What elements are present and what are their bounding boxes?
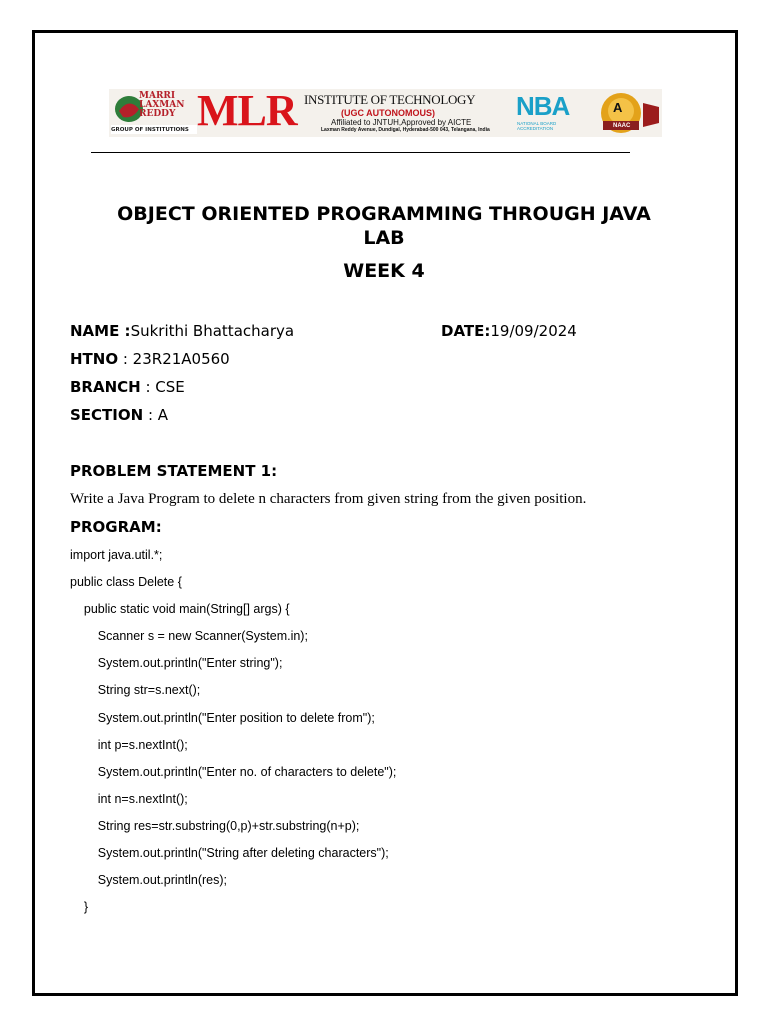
group-name: MARRI LAXMAN REDDY: [139, 91, 185, 119]
lab-title-line1: OBJECT ORIENTED PROGRAMMING THROUGH JAVA: [117, 203, 651, 225]
branch-row: [70, 378, 185, 396]
code-line: Scanner s = new Scanner(System.in);: [70, 629, 308, 644]
date-label: DATE:: [441, 322, 491, 340]
section-label: SECTION: [70, 406, 144, 424]
group-subtitle: GROUP OF INSTITUTIONS: [111, 127, 189, 133]
institute-logo-banner: [109, 89, 662, 137]
htno-label: HTNO: [70, 350, 119, 368]
code-line: int n=s.nextInt();: [70, 791, 188, 806]
code-line: System.out.println("Enter string");: [70, 656, 283, 671]
nba-logo: NBA: [516, 91, 570, 121]
lab-title: [60, 202, 708, 250]
htno-row: [70, 350, 230, 368]
nba-subtitle: NATIONAL BOARD ACCREDITATION: [517, 121, 557, 131]
name-row: [70, 322, 294, 340]
code-line: String res=str.substring(0,p)+str.substring(n+p);: [70, 818, 360, 833]
code-line: System.out.println(res);: [70, 873, 227, 888]
branch-label: BRANCH: [70, 378, 141, 396]
lab-title-line2: LAB: [363, 227, 405, 249]
week-title: WEEK 4: [343, 260, 425, 282]
name-value: Sukrithi Bhattacharya: [130, 322, 295, 340]
name-label: NAME :: [70, 322, 131, 340]
code-line: String str=s.next();: [70, 683, 201, 698]
problem-heading: PROBLEM STATEMENT 1:: [70, 462, 278, 480]
brand-mlr: MLR: [197, 89, 297, 135]
section-row: [70, 406, 168, 424]
code-line: import java.util.*;: [70, 548, 163, 562]
code-line: int p=s.nextInt();: [70, 737, 188, 752]
code-line: System.out.println("Enter position to delete from");: [70, 710, 375, 725]
naac-grade: A: [613, 100, 623, 115]
address: Laxman Reddy Avenue, Dundigal, Hyderabad-500 043, Telangana, India: [321, 127, 490, 133]
code-line: System.out.println("String after deleting characters");: [70, 846, 389, 861]
code-line: System.out.println("Enter no. of characters to delete");: [70, 764, 397, 779]
code-listing: [70, 546, 396, 925]
naac-label: NAAC: [613, 123, 631, 129]
code-line: }: [70, 900, 89, 915]
ugc-autonomous: (UGC AUTONOMOUS): [341, 108, 435, 118]
problem-statement: Write a Java Program to delete n characters from given string from the given position.: [70, 491, 587, 507]
date-value: 19/09/2024: [490, 322, 577, 340]
header-divider: [91, 152, 630, 153]
date-row: [441, 322, 577, 340]
program-heading: PROGRAM:: [70, 518, 162, 536]
institute-name: INSTITUTE OF TECHNOLOGY: [304, 92, 476, 107]
code-line: public static void main(String[] args) {: [70, 602, 290, 617]
section-value: : A: [143, 406, 169, 424]
htno-value: : 23R21A0560: [118, 350, 230, 368]
branch-value: : CSE: [140, 378, 185, 396]
affiliation: Affiliated to JNTUH,Approved by AICTE: [331, 118, 472, 127]
code-line: public class Delete {: [70, 575, 182, 590]
